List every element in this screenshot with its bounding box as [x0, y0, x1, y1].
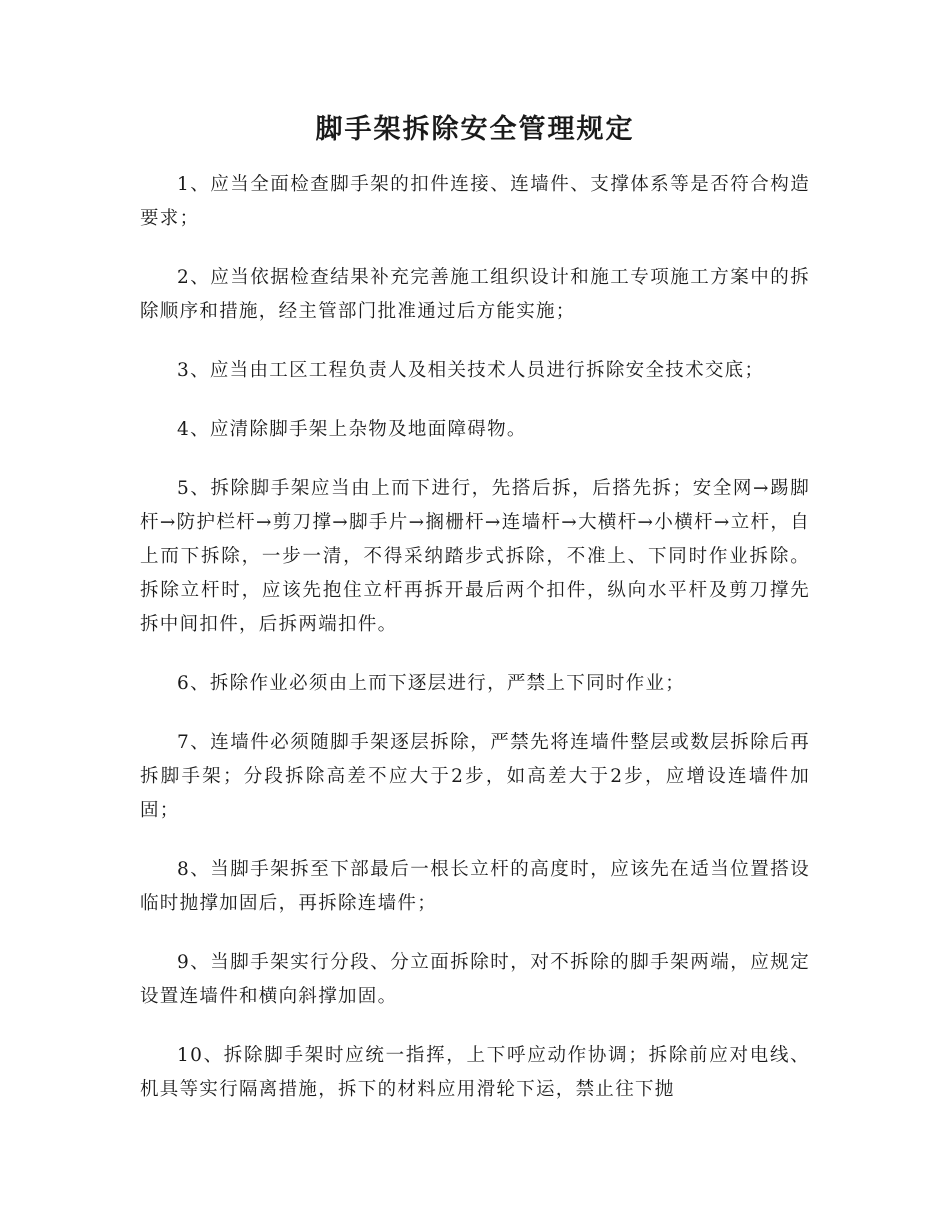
- paragraph-5: 5、拆除脚手架应当由上而下进行，先搭后拆，后搭先拆；安全网→踢脚杆→防护栏杆→剪刀撑→脚手片→搁栅杆→连墙杆→大横杆→小横杆→立杆，自上而下拆除，一步一清，不得采纳踏步式拆除，不准上、下同时作业拆除。拆除立杆时，应该先抱住立杆再拆开最后两个扣件，纵向水平杆及剪刀撑先拆中间扣件，后拆两端扣件。: [140, 478, 810, 635]
- page-title: 脚手架拆除安全管理规定: [315, 114, 635, 145]
- paragraph-8: 8、当脚手架拆至下部最后一根长立杆的高度时，应该先在适当位置搭设临时抛撑加固后，再拆除连墙件；: [140, 859, 810, 914]
- document-body: [140, 168, 810, 1132]
- paragraph-6: 6、拆除作业必须由上而下逐层进行，严禁上下同时作业；: [177, 673, 686, 694]
- paragraph-1: 1、应当全面检查脚手架的扣件连接、连墙件、支撑体系等是否符合构造要求；: [140, 174, 810, 229]
- paragraph-4: 4、应清除脚手架上杂物及地面障碍物。: [177, 419, 527, 440]
- paragraph-3: 3、应当由工区工程负责人及相关技术人员进行拆除安全技术交底；: [177, 360, 765, 381]
- paragraph-10: 10、拆除脚手架时应统一指挥，上下呼应动作协调；拆除前应对电线、机具等实行隔离措施，拆下的材料应用滑轮下运，禁止往下抛: [140, 1045, 810, 1100]
- paragraph-7: 7、连墙件必须随脚手架逐层拆除，严禁先将连墙件整层或数层拆除后再拆脚手架；分段拆除高差不应大于2步，如高差大于2步，应增设连墙件加固；: [140, 732, 810, 821]
- paragraph-2: 2、应当依据检查结果补充完善施工组织设计和施工专项施工方案中的拆除顺序和措施，经主管部门批准通过后方能实施；: [140, 267, 810, 322]
- paragraph-9: 9、当脚手架实行分段、分立面拆除时，对不拆除的脚手架两端，应规定设置连墙件和横向斜撑加固。: [140, 952, 810, 1007]
